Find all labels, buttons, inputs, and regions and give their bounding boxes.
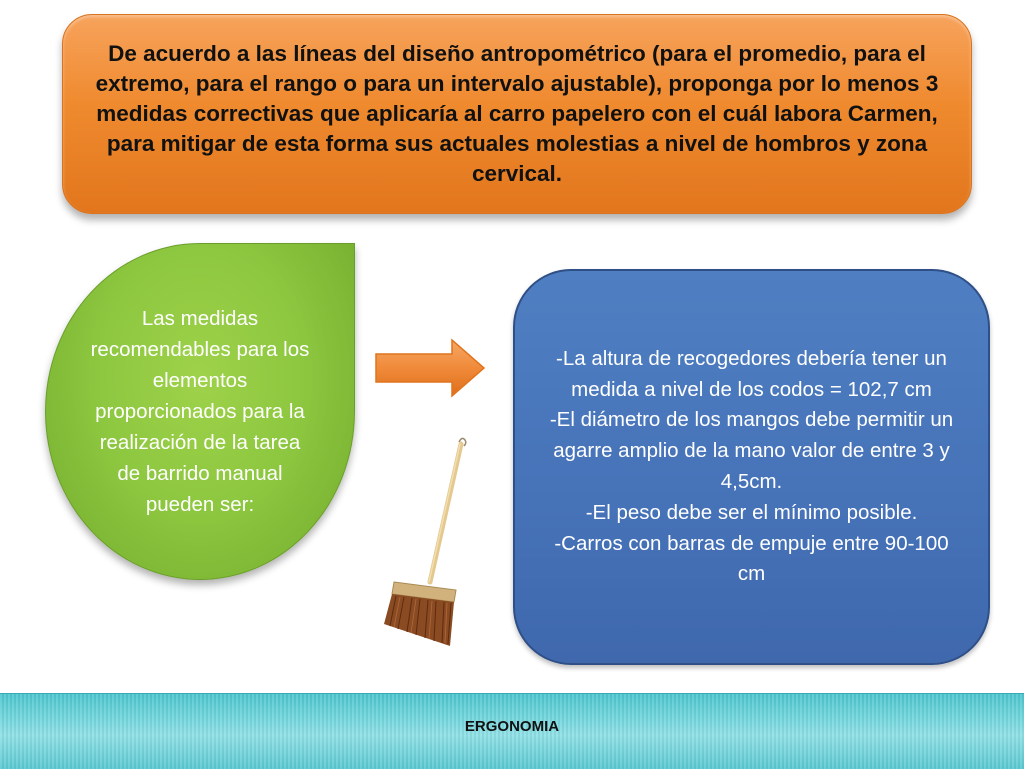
measure-line-2: -El diámetro de los mangos debe permitir un agarre amplio de la mano valor de entre 3 y 4,5cm. <box>549 408 954 493</box>
title-text: De acuerdo a las líneas del diseño antropométrico (para el promedio, para el extremo, para el rango o para un intervalo ajustable), proponga por lo menos 3 medidas correctivas que aplicaría al carro papelero con el cuál labora Carmen, para mitigar de esta forma sus actuales molestias a nivel de hombros y zona cervical. <box>95 41 939 186</box>
measures-box <box>513 269 990 665</box>
measure-line-3: -El peso debe ser el mínimo posible. <box>585 500 918 524</box>
leaf-text: Las medidas recomendables para los elementos proporcionados para la realización de la tarea de barrido manual pueden ser: <box>90 307 310 516</box>
footer-label: ERGONOMIA <box>464 718 560 735</box>
right-arrow-icon <box>374 338 486 398</box>
measures-text <box>539 344 964 590</box>
broom-icon <box>380 434 480 654</box>
green-leaf-shape <box>45 243 355 580</box>
footer-bar <box>0 693 1024 769</box>
measure-line-4: -Carros con barras de empuje entre 90-100 cm <box>554 531 949 586</box>
measure-line-1: -La altura de recogedores debería tener un medida a nivel de los codos = 102,7 cm <box>556 346 947 401</box>
title-banner <box>62 14 972 214</box>
